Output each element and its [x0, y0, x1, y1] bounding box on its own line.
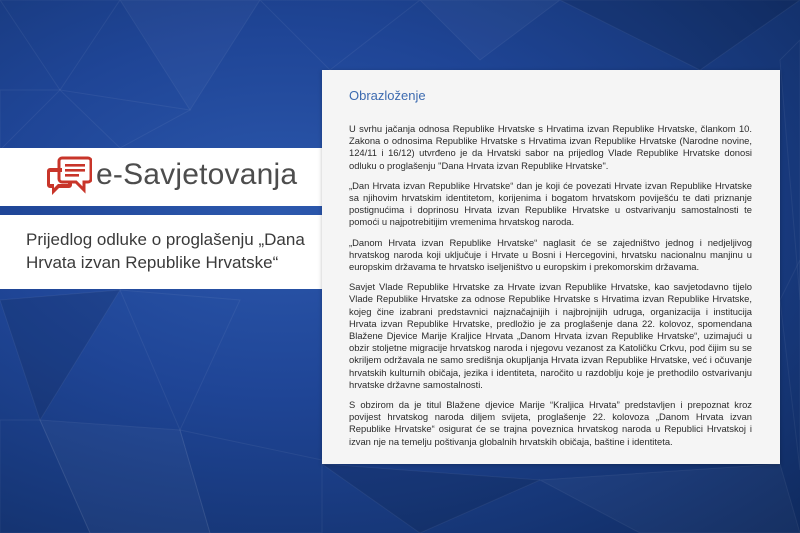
document-body	[349, 123, 752, 456]
paragraph: „Dan Hrvata izvan Republike Hrvatske“ dan je koji će povezati Hrvate izvan Republike Hrvatske sa njihovim hrvatskim identitetom, korijenima i bogatom hrvatskom poviješću te dati priznanje postignućima i doprinosu Hrvata izvan Republike Hrvatske u ostvarivanju samostalnosti te pomoći u najpotrebitijim vremenima hrvatskog naroda.	[349, 179, 752, 228]
paragraph: U svrhu jačanja odnosa Republike Hrvatske s Hrvatima izvan Republike Hrvatske, člankom 10. Zakona o odnosima Republike Hrvatske s Hrvatima izvan Republike Hrvatske (Narodne novine, 124/11 i 16/12) utvrđeno je da Hrvatski sabor na prijedlog Vlade Republike Hrvatske donosi odluku o proglašenju "Dana Hrvata izvan Republike Hrvatske".	[349, 123, 752, 171]
page-subtitle: Prijedlog odluke o proglašenju „Dana Hrvata izvan Republike Hrvatske“	[26, 230, 305, 272]
paragraph: Savjet Vlade Republike Hrvatske za Hrvate izvan Republike Hrvatske, kao savjetodavno tijelo Vlade Republike Hrvatske za odnose Republike Hrvatske s Hrvatima izvan Republike Hrvatske, kojeg čine izabrani predstavnici najznačajnijih i najbrojnijih udruga, organizacija i institucija Hrvata izvan Republike Hrvatske, predložio je za proglašenje dana 22. kolovoz, spomendana Blažene Djevice Marije Kraljice Hrvata „Danom Hrvata izvan Republike Hrvatske“, uzimajući u obzir stoljetne migracije hrvatskog naroda i njegovu vezanost za Katoličku Crkvu, pod čijim su se okriljem održavala ne samo središnja okupljanja Hrvata izvan Republike Hrvatske, već i očuvanje hrvatskih kulturnih običaja, jezika i identiteta, naročito u razdoblju koje je prethodilo ostvarivanju hrvatske državne samostalnosti.	[349, 281, 752, 390]
brand-name: e-Savjetovanja	[96, 158, 298, 191]
document-panel	[322, 70, 780, 464]
document-heading: Obrazloženje	[349, 88, 426, 103]
speech-bubbles-icon	[46, 156, 92, 200]
paragraph: S obzirom da je titul Blažene djevice Marije “Kraljica Hrvata” predstavljen i prepoznat kroz povijest hrvatskog naroda diljem svijeta, proglašenje 22. kolovoza „Danom Hrvata izvan Republike Hrvatske“ osigurat će se trajna poveznica hrvatskog naroda u Republici Hrvatskoj i izvan nje na temelju poštivanja globalnih hrvatskih običaja, baštine i identiteta.	[349, 399, 752, 447]
paragraph: „Danom Hrvata izvan Republike Hrvatske“ naglasit će se zajedništvo jednog i nedjeljivog hrvatskog naroda koji uključuje i Hrvate u Bosni i Hercegovini, hrvatsku nacionalnu manjinu u europskim državama te hrvatsko iseljeništvo u europskim i prekomorskim državama.	[349, 236, 752, 273]
